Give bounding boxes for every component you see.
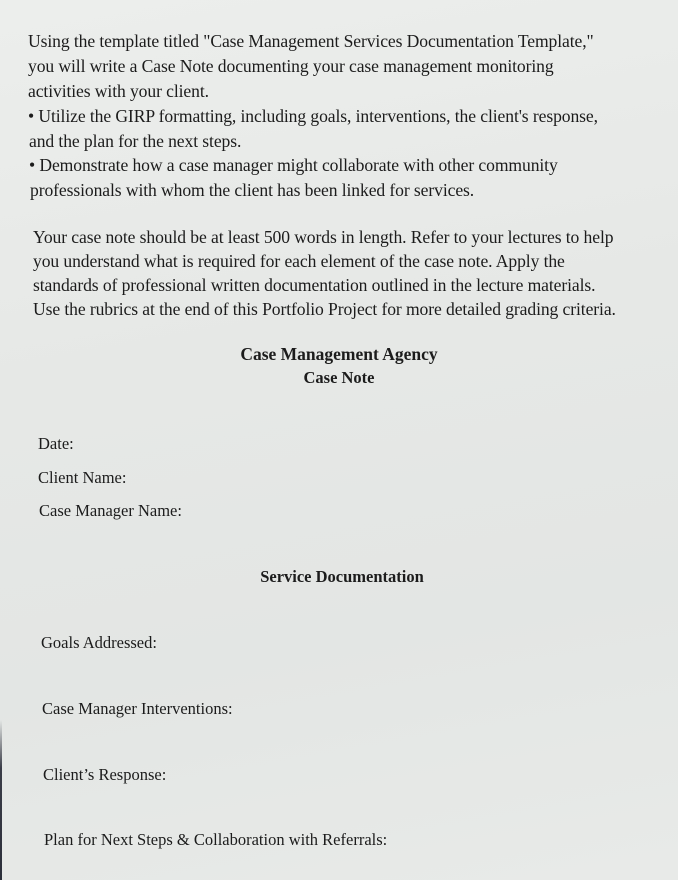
- bullet-collaborate-line-2: professionals with whom the client has been linked for services.: [30, 180, 475, 200]
- bullet-collaborate-line-1: • Demonstrate how a case manager might collaborate with other community: [29, 155, 558, 175]
- case-manager-interventions-label: Case Manager Interventions:: [42, 699, 233, 718]
- intro-line-2: you will write a Case Note documenting your case management monitoring: [28, 56, 554, 76]
- case-note-title: Case Note: [303, 368, 375, 387]
- requirements-line-3: standards of professional written documentation outlined in the lecture materials.: [33, 275, 596, 295]
- intro-line-1: Using the template titled "Case Management Services Documentation Template,": [28, 31, 594, 51]
- requirements-line-1: Your case note should be at least 500 words in length. Refer to your lectures to help: [33, 227, 614, 247]
- clients-response-label: Client’s Response:: [43, 765, 167, 784]
- service-documentation-title: Service Documentation: [260, 567, 424, 586]
- page-edge-shadow: [0, 720, 2, 880]
- requirements-line-4: Use the rubrics at the end of this Portfolio Project for more detailed grading criteria.: [33, 299, 616, 319]
- plan-next-steps-label: Plan for Next Steps & Collaboration with Referrals:: [44, 830, 388, 849]
- bullet-girp-line-2: and the plan for the next steps.: [29, 131, 242, 151]
- intro-line-3: activities with your client.: [28, 81, 209, 101]
- date-label: Date:: [38, 434, 74, 453]
- agency-title: Case Management Agency: [240, 344, 438, 364]
- client-name-label: Client Name:: [38, 468, 127, 487]
- case-manager-name-label: Case Manager Name:: [39, 501, 182, 520]
- goals-addressed-label: Goals Addressed:: [41, 633, 157, 652]
- bullet-girp-line-1: • Utilize the GIRP formatting, including goals, interventions, the client's response,: [28, 106, 598, 126]
- requirements-line-2: you understand what is required for each element of the case note. Apply the: [33, 251, 565, 271]
